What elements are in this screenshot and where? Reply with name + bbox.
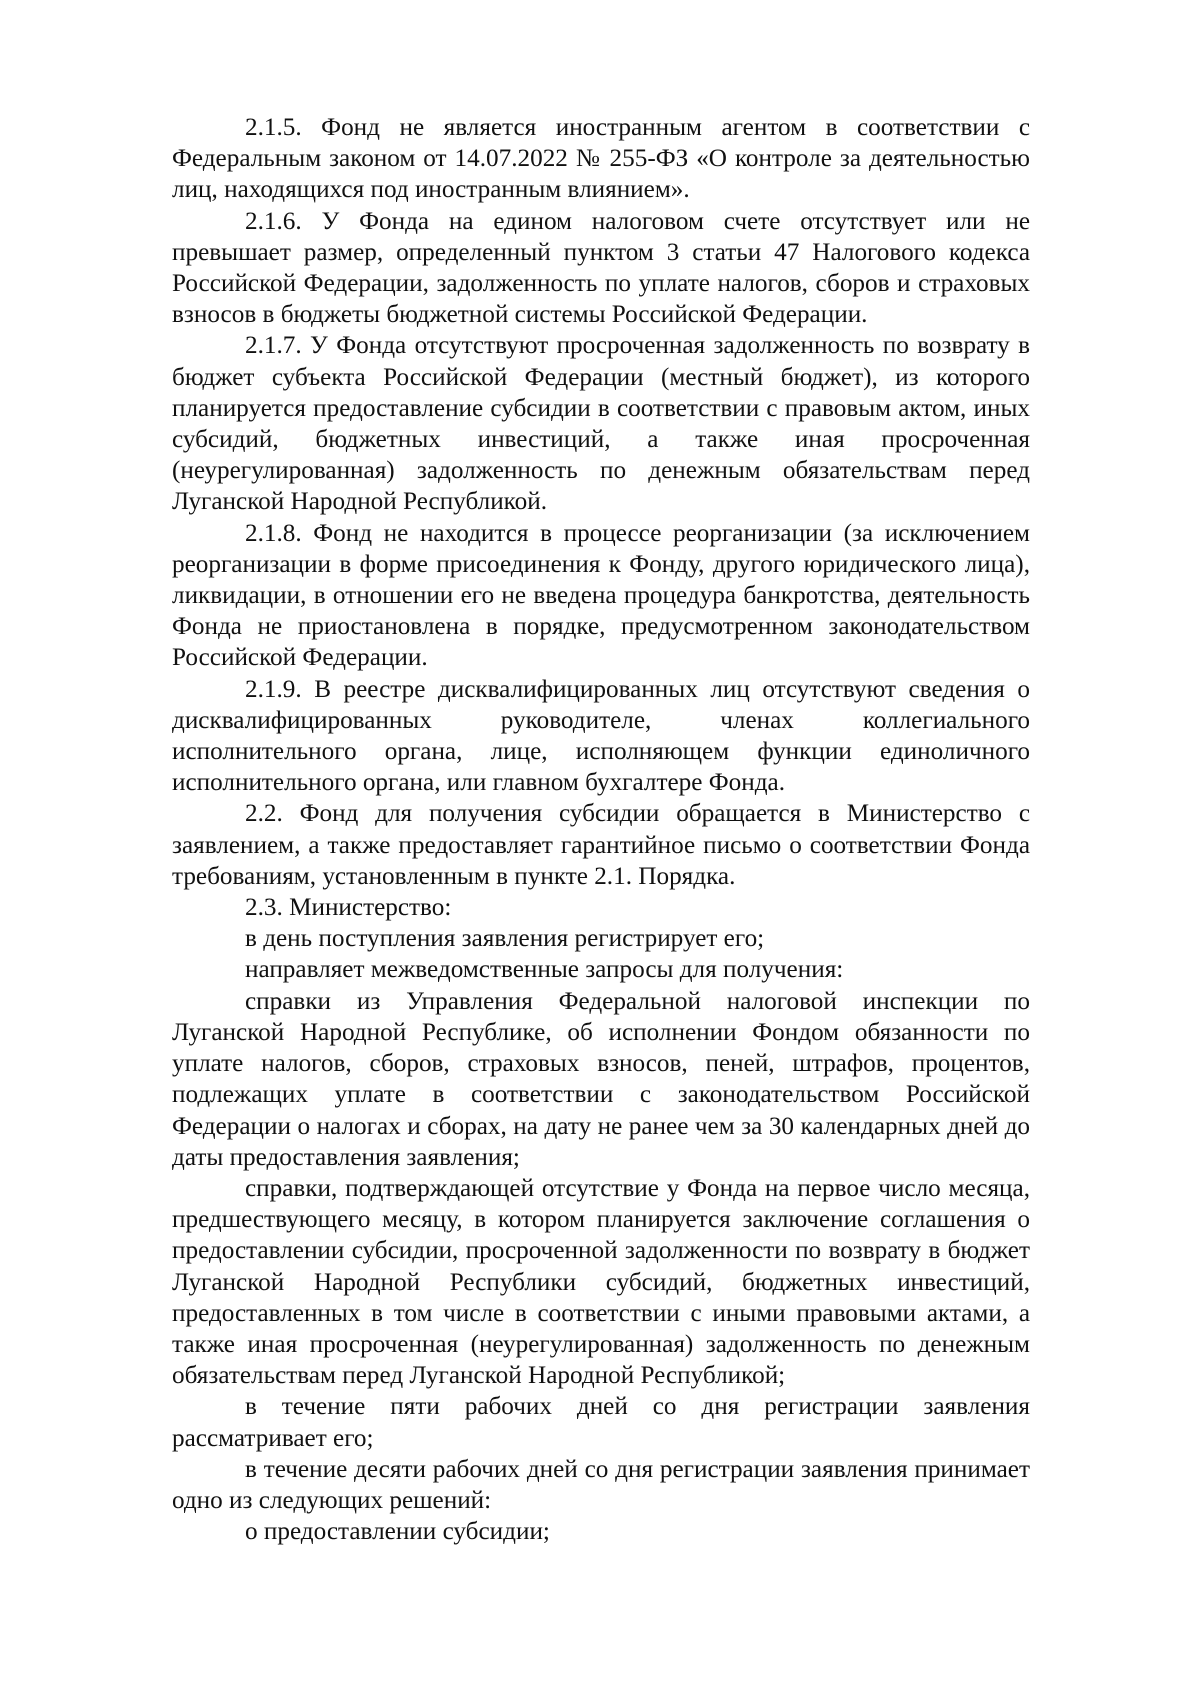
paragraph-2-1-8: 2.1.8. Фонд не находится в процессе реорганизации (за исключением реорганизации в форме присоединения к Фонду, другого юридического лица), ликвидации, в отношении его не введена процедура банкротства, деятельность Фонда не приостановлена в порядке, предусмотренном законодательством Российской Федерации. <box>172 519 1030 672</box>
paragraph-2-1-9: 2.1.9. В реестре дисквалифицированных лиц отсутствуют сведения о дисквалифицированных руководителе, членах коллегиального исполнительного органа, лице, исполняющем функции единоличного исполнительного органа, или главном бухгалтере Фонда. <box>172 675 1030 797</box>
paragraph-2-1-7: 2.1.7. У Фонда отсутствуют просроченная задолженность по возврату в бюджет субъекта Российской Федерации (местный бюджет), из которого планируется предоставление субсидии в соответствии с правовым актом, иных субсидий, бюджетных инвестиций, а также иная просроченная (неурегулированная) задолженность по денежным обязательствам перед Луганской Народной Республикой. <box>172 332 1030 516</box>
paragraph-2-1-5: 2.1.5. Фонд не является иностранным агентом в соответствии с Федеральным законом от 14.07.2022 № 255-ФЗ «О контроле за деятельностью лиц, находящихся под иностранным влиянием». <box>172 114 1030 204</box>
list-item-decision-period: в течение десяти рабочих дней со дня регистрации заявления принимает одно из следующих решений: <box>172 1455 1030 1514</box>
list-item-interagency-requests: направляет межведомственные запросы для получения: <box>245 956 844 984</box>
list-item-review-period: в течение пяти рабочих дней со дня регистрации заявления рассматривает его; <box>172 1393 1030 1452</box>
paragraph-2-1-6: 2.1.6. У Фонда на едином налоговом счете отсутствует или не превышает размер, определенный пунктом 3 статьи 47 Налогового кодекса Российской Федерации, задолженность по уплате налогов, сборов и страховых взносов в бюджеты бюджетной системы Российской Федерации. <box>172 207 1030 329</box>
list-item-debt-certificate: справки, подтверждающей отсутствие у Фонда на первое число месяца, предшествующего месяцу, в котором планируется заключение соглашения о предоставлении субсидии, просроченной задолженности по возврату в бюджет Луганской Народной Республики субсидий, бюджетных инвестиций, предоставленных в том числе в соответствии с иными правовыми актами, а также иная просроченная (неурегулированная) задолженность по денежным обязательствам перед Луганской Народной Республикой; <box>172 1174 1030 1390</box>
list-item-grant-decision: о предоставлении субсидии; <box>245 1518 550 1546</box>
paragraph-2-3: 2.3. Министерство: <box>245 894 452 922</box>
list-item-tax-certificate: справки из Управления Федеральной налоговой инспекции по Луганской Народной Республике, об исполнении Фондом обязанности по уплате налогов, сборов, страховых взносов, пеней, штрафов, процентов, подлежащих уплате в соответствии с законодательством Российской Федерации о налогах и сборах, на дату не ранее чем за 30 календарных дней до даты предоставления заявления; <box>172 987 1030 1171</box>
document-page <box>172 112 1030 1547</box>
paragraph-2-2: 2.2. Фонд для получения субсидии обращается в Министерство с заявлением, а также предоставляет гарантийное письмо о соответствии Фонда требованиям, установленным в пункте 2.1. Порядка. <box>172 800 1030 890</box>
list-item-registration: в день поступления заявления регистрирует его; <box>245 925 765 953</box>
